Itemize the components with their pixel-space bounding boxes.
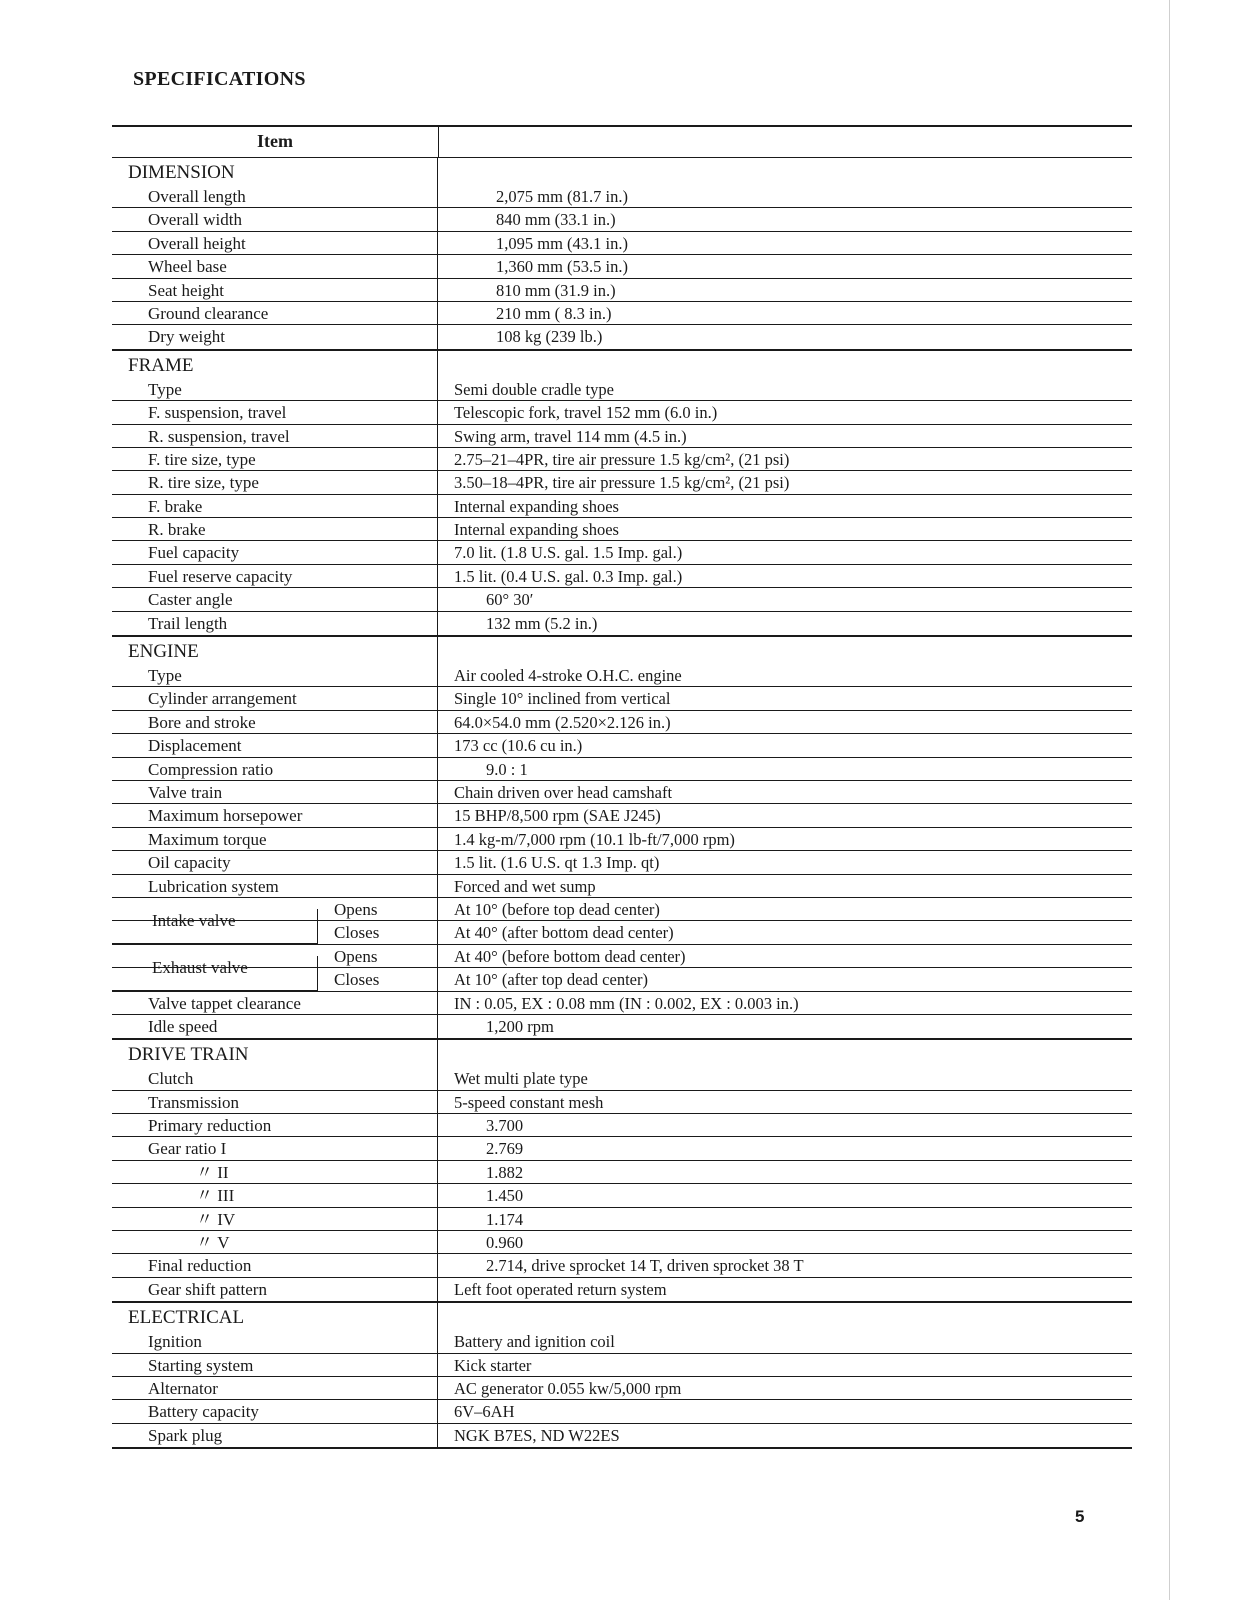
spec-label: Valve tappet clearance (112, 992, 438, 1015)
table-row (112, 687, 1132, 710)
spec-label: Maximum horsepower (112, 804, 438, 827)
table-row (112, 1231, 1132, 1254)
valve-name: Exhaust valve (112, 956, 318, 978)
table-header (112, 125, 1132, 158)
spec-label: 〃 II (112, 1161, 438, 1184)
spec-label: F. suspension, travel (112, 401, 438, 424)
table-row (112, 1278, 1132, 1301)
spec-label: Gear shift pattern (112, 1278, 438, 1301)
spec-label: Ground clearance (112, 302, 438, 325)
spec-value: At 40° (after bottom dead center) (438, 921, 1132, 944)
spec-label: Oil capacity (112, 851, 438, 874)
spec-table (112, 125, 1132, 1449)
section-heading: ELECTRICAL (112, 1303, 438, 1330)
spec-value: 132 mm (5.2 in.) (486, 613, 598, 633)
spec-value: 60° 30′ (438, 588, 1132, 611)
valve-name: Intake valve (112, 909, 318, 931)
table-row (112, 302, 1132, 325)
spec-label: Final reduction (112, 1254, 438, 1277)
section-heading-blank (438, 1303, 1132, 1330)
spec-value: 810 mm (31.9 in.) (438, 279, 1132, 302)
table-row (112, 1330, 1132, 1353)
spec-value: 1.5 lit. (1.6 U.S. qt 1.3 Imp. qt) (438, 851, 1132, 874)
spec-value: 1,095 mm (43.1 in.) (438, 232, 1132, 255)
spec-label: Wheel base (112, 255, 438, 278)
spec-label: Battery capacity (112, 1400, 438, 1423)
spec-label: Valve train (112, 781, 438, 804)
section-heading-row (112, 351, 1132, 378)
spec-label: Displacement (112, 734, 438, 757)
valve-timing-row (112, 898, 1132, 930)
spec-value: IN : 0.05, EX : 0.08 mm (IN : 0.002, EX : 0.003 in.) (438, 992, 1132, 1015)
table-row (112, 875, 1132, 898)
spec-value: Semi double cradle type (438, 378, 1132, 401)
spec-label: 〃 III (112, 1184, 438, 1207)
valve-event: Closes (334, 923, 380, 943)
table-row (112, 612, 1132, 635)
table-row (112, 992, 1132, 1015)
table-row (112, 425, 1132, 448)
valve-event: Opens (334, 899, 378, 919)
spec-value: At 40° (before bottom dead center) (438, 945, 1132, 968)
table-row (112, 401, 1132, 424)
table-row (112, 1400, 1132, 1423)
spec-label: 〃 V (112, 1231, 438, 1254)
spec-value: 15 BHP/8,500 rpm (SAE J245) (438, 804, 1132, 827)
table-row (112, 1091, 1132, 1114)
table-row (112, 255, 1132, 278)
spec-value: 3.700 (438, 1114, 1132, 1137)
spec-value: AC generator 0.055 kw/5,000 rpm (438, 1377, 1132, 1400)
spec-label: Idle speed (112, 1015, 438, 1038)
spec-label: Gear ratio I (112, 1137, 438, 1160)
section-drive-train (112, 1040, 1132, 1303)
spec-label: 〃 IV (112, 1208, 438, 1231)
spec-value: 5-speed constant mesh (438, 1091, 1132, 1114)
spec-label: Ignition (112, 1330, 438, 1353)
table-row (112, 541, 1132, 564)
spec-value: 1.882 (438, 1161, 1132, 1184)
spec-value: Battery and ignition coil (438, 1330, 1132, 1353)
table-row (112, 185, 1132, 208)
spec-label: Caster angle (112, 588, 438, 611)
spec-value: 173 cc (10.6 cu in.) (438, 734, 1132, 757)
table-row (112, 1354, 1132, 1377)
table-row (112, 1015, 1132, 1038)
spec-value: Internal expanding shoes (438, 518, 1132, 541)
section-frame (112, 351, 1132, 637)
table-row (112, 711, 1132, 734)
table-row (112, 664, 1132, 687)
spec-value: Swing arm, travel 114 mm (4.5 in.) (438, 425, 1132, 448)
spec-label: Fuel reserve capacity (112, 565, 438, 588)
spec-label: R. suspension, travel (112, 425, 438, 448)
table-row (112, 232, 1132, 255)
spec-label: F. brake (112, 495, 438, 518)
spec-value: Air cooled 4-stroke O.H.C. engine (438, 664, 1132, 687)
spec-value: 2.714, drive sprocket 14 T, driven sprocket 38 T (438, 1254, 1132, 1277)
section-heading-blank (438, 1040, 1132, 1067)
spec-value: 2.769 (438, 1137, 1132, 1160)
spec-label: Dry weight (112, 325, 438, 348)
table-row (112, 1114, 1132, 1137)
spec-label: Compression ratio (112, 758, 438, 781)
spec-value: At 10° (before top dead center) (438, 898, 1132, 921)
spec-label: F. tire size, type (112, 448, 438, 471)
spec-value: Forced and wet sump (438, 875, 1132, 898)
table-row (112, 1067, 1132, 1090)
spec-value: NGK B7ES, ND W22ES (454, 1425, 620, 1445)
spec-value: 210 mm ( 8.3 in.) (438, 302, 1132, 325)
table-row (112, 734, 1132, 757)
section-heading-row (112, 1040, 1132, 1067)
section-heading-row (112, 1303, 1132, 1330)
spec-value: 1.174 (438, 1208, 1132, 1231)
table-row (112, 325, 1132, 348)
page-number: 5 (1075, 1507, 1085, 1526)
spec-value: 840 mm (33.1 in.) (438, 208, 1132, 231)
spec-value: Single 10° inclined from vertical (438, 687, 1132, 710)
page-edge-line (1169, 0, 1170, 1600)
table-row (112, 781, 1132, 804)
spec-label: Spark plug (112, 1424, 438, 1447)
spec-label: Starting system (112, 1354, 438, 1377)
section-heading: DIMENSION (112, 158, 438, 185)
spec-value: 1.450 (438, 1184, 1132, 1207)
header-item: Item (112, 127, 439, 157)
table-row (112, 828, 1132, 851)
table-row (112, 208, 1132, 231)
section-engine (112, 637, 1132, 1040)
valve-event: Opens (334, 946, 378, 966)
spec-value: 1.4 kg-m/7,000 rpm (10.1 lb-ft/7,000 rpm) (438, 828, 1132, 851)
table-row (112, 588, 1132, 611)
table-row (112, 448, 1132, 471)
spec-label: Type (112, 378, 438, 401)
section-heading-blank (438, 158, 1132, 185)
table-row (112, 758, 1132, 781)
spec-value: At 10° (after top dead center) (438, 968, 1132, 991)
table-row (112, 1254, 1132, 1277)
spec-label: R. tire size, type (112, 471, 438, 494)
table-row (112, 378, 1132, 401)
spec-label: Type (112, 664, 438, 687)
section-heading-blank (438, 637, 1132, 664)
valve-event: Closes (334, 970, 380, 990)
table-body (112, 158, 1132, 1449)
section-heading-row (112, 158, 1132, 185)
spec-value: 2,075 mm (81.7 in.) (438, 185, 1132, 208)
spec-label: Transmission (112, 1091, 438, 1114)
spec-value: 3.50–18–4PR, tire air pressure 1.5 kg/cm², (21 psi) (438, 471, 1132, 494)
section-heading: DRIVE TRAIN (112, 1040, 438, 1067)
table-row (112, 804, 1132, 827)
spec-value: 7.0 lit. (1.8 U.S. gal. 1.5 Imp. gal.) (438, 541, 1132, 564)
spec-value: 1,200 rpm (486, 1016, 554, 1036)
table-row (112, 495, 1132, 518)
spec-label: Primary reduction (112, 1114, 438, 1137)
spec-label: Seat height (112, 279, 438, 302)
spec-label: Bore and stroke (112, 711, 438, 734)
table-row (112, 279, 1132, 302)
spec-label: Overall length (112, 185, 438, 208)
spec-label: Clutch (112, 1067, 438, 1090)
spec-value: Telescopic fork, travel 152 mm (6.0 in.) (438, 401, 1132, 424)
header-value (439, 127, 1132, 157)
spec-value: Kick starter (438, 1354, 1132, 1377)
table-row (112, 1184, 1132, 1207)
valve-timing-row (112, 945, 1132, 977)
table-row (112, 565, 1132, 588)
spec-value: 0.960 (438, 1231, 1132, 1254)
table-row (112, 1161, 1132, 1184)
spec-label: Fuel capacity (112, 541, 438, 564)
spec-value: 2.75–21–4PR, tire air pressure 1.5 kg/cm², (21 psi) (438, 448, 1132, 471)
section-heading-row (112, 637, 1132, 664)
table-row (112, 1208, 1132, 1231)
section-heading-blank (438, 351, 1132, 378)
spec-value: Chain driven over head camshaft (438, 781, 1132, 804)
spec-label: Lubrication system (112, 875, 438, 898)
spec-label: Overall height (112, 232, 438, 255)
spec-value: Left foot operated return system (454, 1279, 667, 1299)
table-row (112, 471, 1132, 494)
section-electrical (112, 1303, 1132, 1449)
spec-label: Overall width (112, 208, 438, 231)
spec-label: R. brake (112, 518, 438, 541)
table-row (112, 1137, 1132, 1160)
spec-value: 1.5 lit. (0.4 U.S. gal. 0.3 Imp. gal.) (438, 565, 1132, 588)
spec-label: Alternator (112, 1377, 438, 1400)
page-title: SPECIFICATIONS (133, 68, 306, 90)
spec-label: Trail length (112, 612, 438, 635)
table-row (112, 851, 1132, 874)
section-heading: FRAME (112, 351, 438, 378)
spec-label: Maximum torque (112, 828, 438, 851)
section-heading: ENGINE (112, 637, 438, 664)
spec-value: Internal expanding shoes (438, 495, 1132, 518)
spec-value: Wet multi plate type (438, 1067, 1132, 1090)
spec-value: 64.0×54.0 mm (2.520×2.126 in.) (438, 711, 1132, 734)
spec-label: Cylinder arrangement (112, 687, 438, 710)
section-dimension (112, 158, 1132, 351)
table-row (112, 518, 1132, 541)
spec-value: 108 kg (239 lb.) (496, 327, 603, 347)
spec-value: 1,360 mm (53.5 in.) (438, 255, 1132, 278)
table-row (112, 1377, 1132, 1400)
table-row (112, 1424, 1132, 1447)
spec-value: 9.0 : 1 (438, 758, 1132, 781)
spec-value: 6V–6AH (438, 1400, 1132, 1423)
